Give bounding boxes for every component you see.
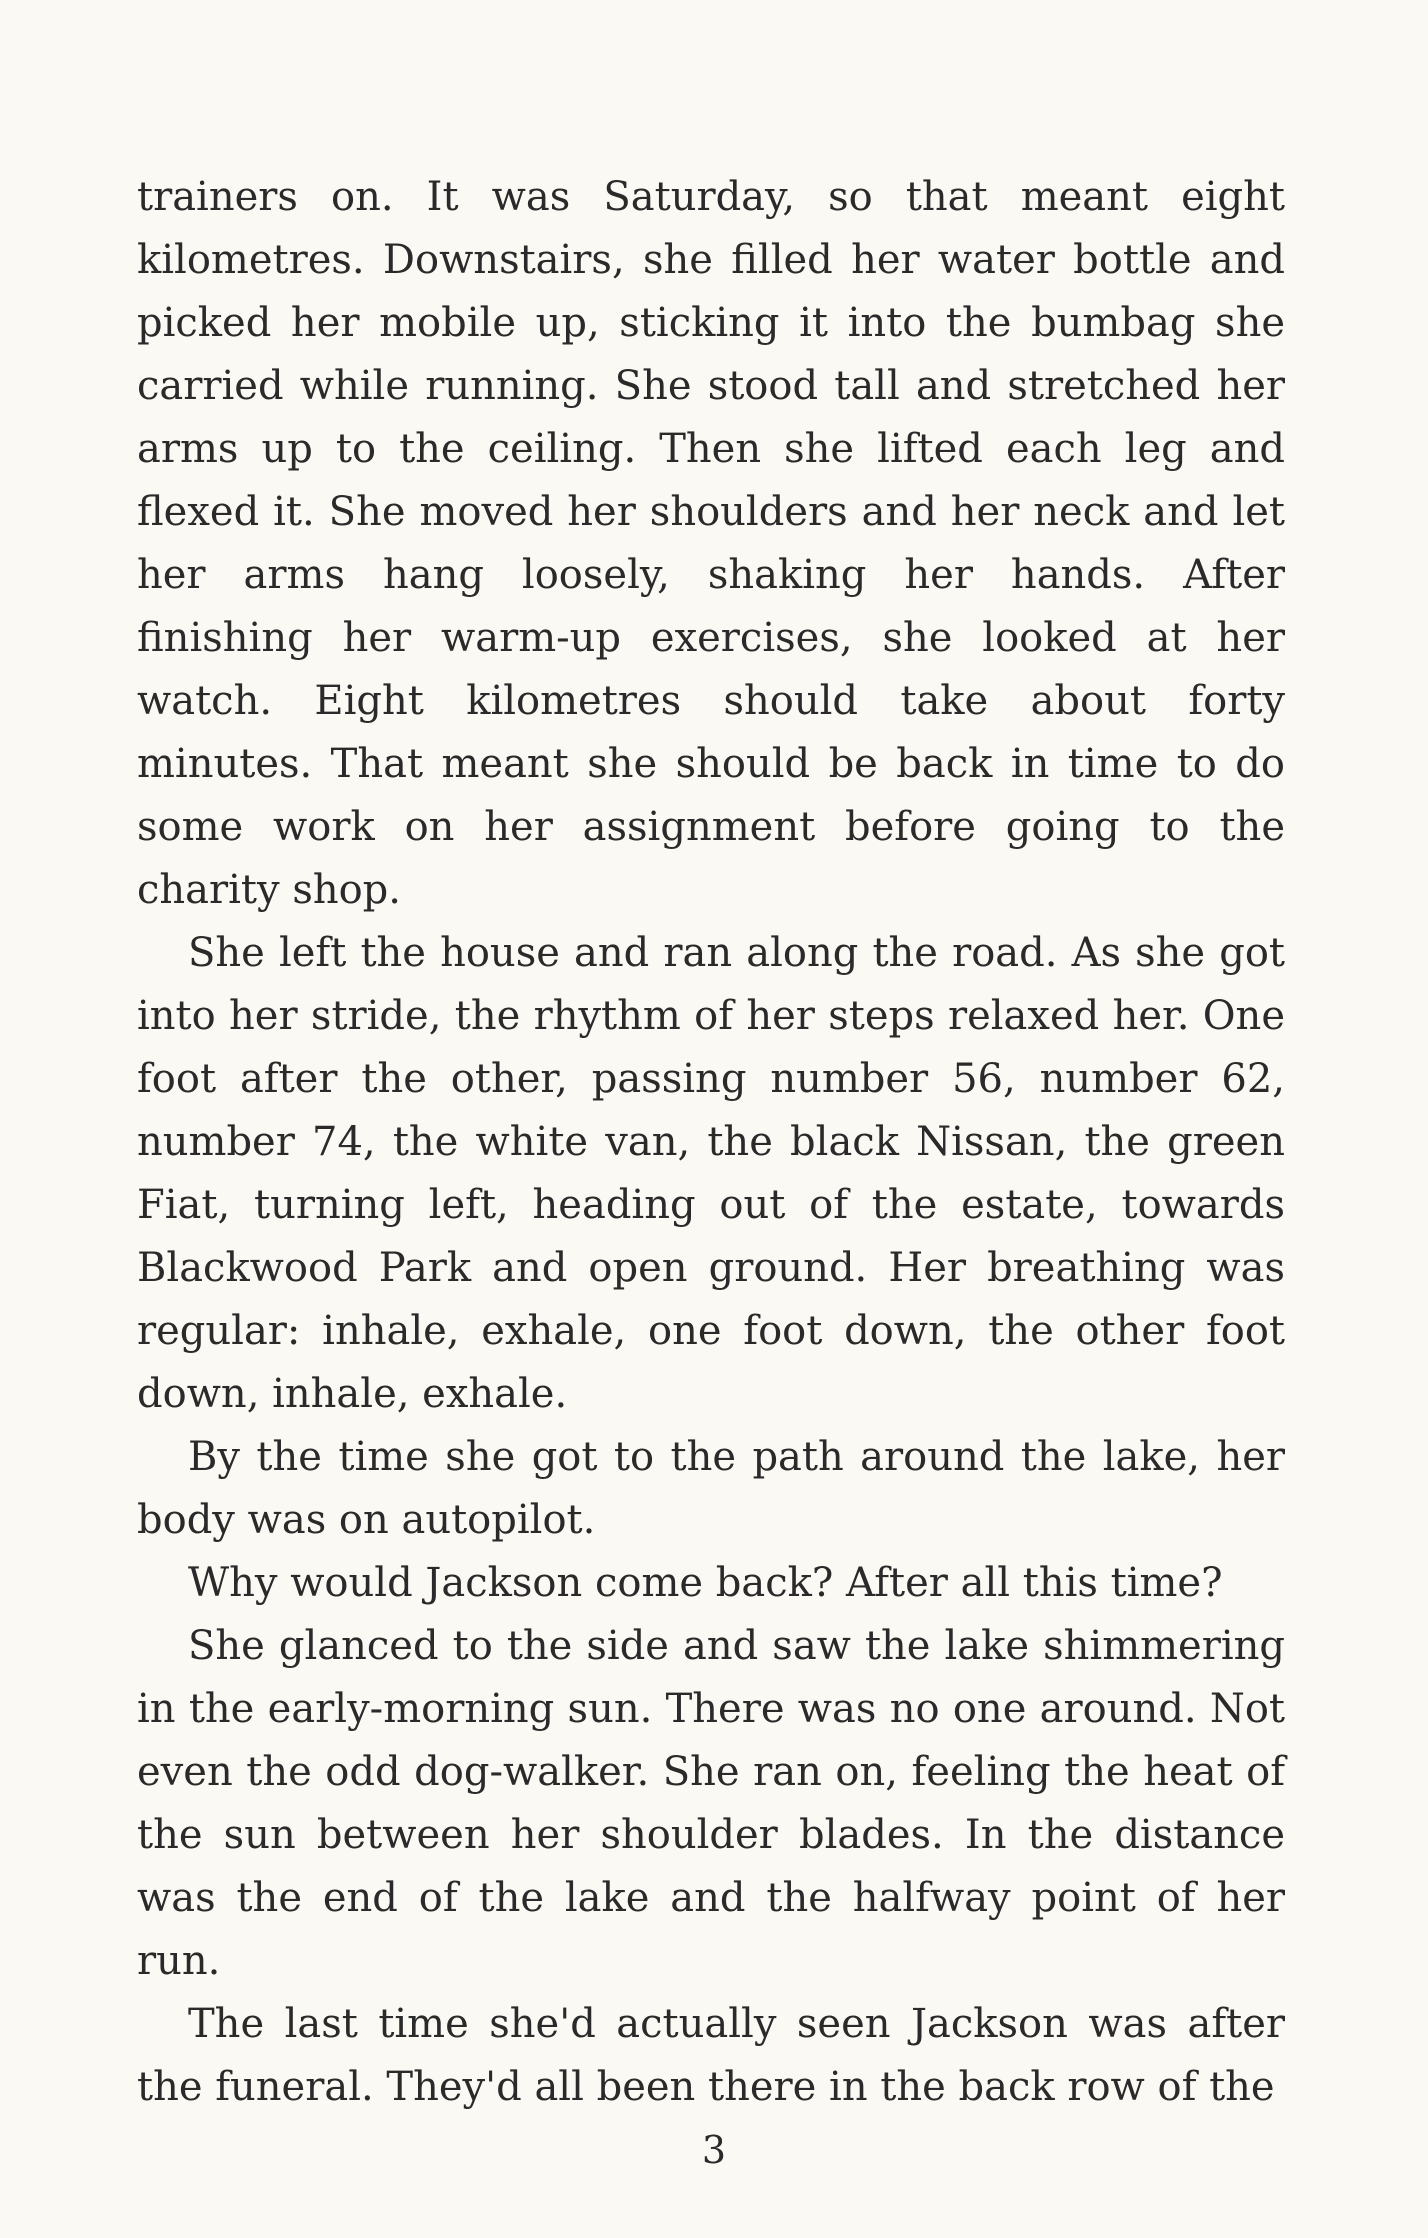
paragraph-run-start: She left the house and ran along the road. As she got into her stride, the rhythm of her steps relaxed her. One foot after the other, passing number 56, number 62, number 74, the white van, the black Nissan, the green Fiat, turning left, heading out of the estate, towards Blackwood Park and open ground. Her breathing was regular: inhale, exhale, one foot down, the other foot down, inhale, exhale.	[137, 930, 1285, 1417]
page-number: 3	[701, 2128, 727, 2172]
paragraph-lake-path: By the time she got to the path around the lake, her body was on autopilot.	[137, 1434, 1285, 1543]
body-text	[137, 166, 1285, 2119]
paragraph-continued: trainers on. It was Saturday, so that meant eight kilometres. Downstairs, she filled her water bottle and picked her mobile up, sticking it into the bumbag she carried while running. She stood tall and stretched her arms up to the ceiling. Then she lifted each leg and flexed it. She moved her shoulders and her neck and let her arms hang loosely, shaking her hands. After finishing her warm-up exercises, she looked at her watch. Eight kilometres should take about forty minutes. That meant she should be back in time to do some work on her assignment before going to the charity shop.	[137, 174, 1285, 913]
paragraph-funeral: The last time she'd actually seen Jackson was after the funeral. They'd all been there in the back row of the	[137, 2001, 1285, 2110]
paragraph-lake-shimmer: She glanced to the side and saw the lake shimmering in the early-morning sun. There was no one around. Not even the odd dog-walker. She ran on, feeling the heat of the sun between her shoulder blades. In the distance was the end of the lake and the halfway point of her run.	[137, 1623, 1285, 1984]
paragraph-jackson-question: Why would Jackson come back? After all this time?	[188, 1560, 1223, 1606]
